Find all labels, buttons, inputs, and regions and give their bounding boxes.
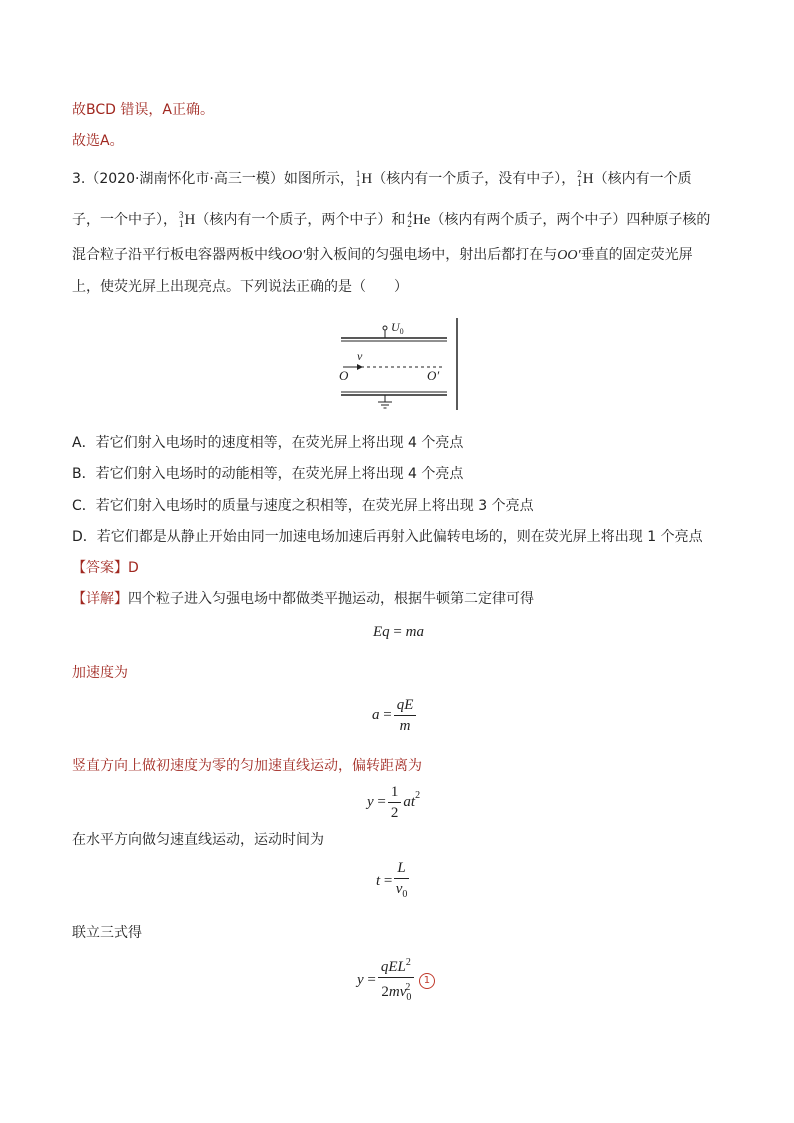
- isotope-h1-desc: （核内有一个质子，没有中子），: [372, 171, 576, 187]
- isotope-h1: 1 1 H: [355, 169, 373, 188]
- point-o-label: O: [339, 368, 349, 383]
- question-line-1: [72, 169, 692, 189]
- velocity-arrowhead: [357, 364, 363, 370]
- equation-acceleration: a = $\frac{qE}{m}$: [372, 696, 418, 735]
- isotope-he4-desc: （核内有两个质子，两个中子）四种原子核的: [430, 212, 711, 228]
- equation-deflection: y = $\frac{1}{2}$ $at^2$: [367, 784, 421, 821]
- isotope-h2-desc: （核内有一个质: [593, 171, 692, 187]
- prev-choice: 故选A。: [72, 133, 124, 149]
- detail-intro: 四个粒子进入匀强电场中都做类平抛运动，根据牛顿第二定律可得: [128, 591, 534, 607]
- terminal-circle: [383, 326, 387, 330]
- equation-time: t = $\frac{L}{v_0}$: [376, 860, 408, 900]
- answer-line: [72, 558, 139, 578]
- option-a: A．若它们射入电场时的速度相等，在荧光屏上将出现 4 个亮点: [72, 435, 464, 451]
- isotope-h3: 3 1 H: [179, 210, 196, 229]
- option-d: D．若它们都是从静止开始由同一加速电场加速后再射入此偏转电场的，则在荧光屏上将出现 1 个亮点: [72, 529, 703, 545]
- detail-label: 【详解】: [72, 591, 128, 607]
- oo-axis-1: OO′: [282, 248, 306, 263]
- detail-line: [72, 589, 534, 609]
- question-line-4: 上，使荧光屏上出现亮点。下列说法正确的是（ ）: [72, 279, 408, 295]
- question-line-2: 子，一个中子）， 3 1 H（核内有一个质子，两个中子）和 4 2 He（核内有两个质子，两个中子）四种原子核的: [72, 210, 711, 229]
- isotope-he4: 4 2 He: [407, 210, 431, 229]
- combine-line: 联立三式得: [72, 925, 142, 941]
- answer-value: D: [128, 560, 139, 576]
- velocity-label: v: [357, 349, 363, 363]
- answer-label: 【答案】: [72, 560, 128, 576]
- equation-final: y = $\frac{qEL^2}{2mv_0^2}$ 1: [357, 954, 435, 1007]
- prev-conclusion: 故BCD 错误，A正确。: [72, 102, 214, 118]
- isotope-h3-desc: （核内有一个质子，两个中子）和: [195, 212, 406, 228]
- point-o-prime-label: O′: [427, 368, 440, 383]
- oo-axis-2: OO′: [557, 248, 581, 263]
- vertical-motion-line: 竖直方向上做初速度为零的匀加速直线运动，偏转距离为: [72, 758, 422, 774]
- capacitor-figure: [335, 316, 485, 416]
- circled-number-one: 1: [419, 973, 435, 989]
- equation-newton: Eq = ma: [373, 624, 424, 640]
- option-b: B．若它们射入电场时的动能相等，在荧光屏上将出现 4 个亮点: [72, 466, 464, 482]
- question-source: 3.（2020·湖南怀化市·高三一模）如图所示，: [72, 171, 354, 187]
- horizontal-motion-line: 在水平方向做匀速直线运动，运动时间为: [72, 832, 324, 848]
- question-line-3: 混合粒子沿平行板电容器两板中线OO′射入板间的匀强电场中，射出后都打在与OO′垂直的固定荧光屏: [72, 247, 693, 263]
- voltage-label: $U_0$: [391, 320, 404, 336]
- accel-label: 加速度为: [72, 665, 128, 681]
- isotope-h2: 2 1 H: [577, 169, 594, 188]
- option-c: C．若它们射入电场时的质量与速度之积相等，在荧光屏上将出现 3 个亮点: [72, 498, 534, 514]
